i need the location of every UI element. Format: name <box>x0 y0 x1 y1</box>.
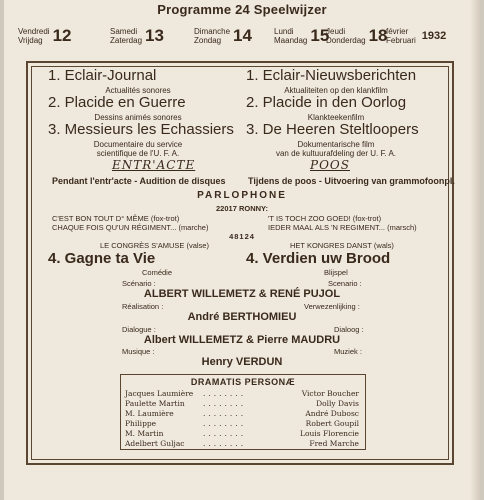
day-fr: Lundi <box>274 27 294 36</box>
track-fr-2: CHAQUE FOIS QU'UN RÉGIMENT... (marche) <box>52 223 209 232</box>
item-3-fr: 3. Messieurs les Echassiers <box>48 121 234 138</box>
item-3-nl-sub-line1: Dokumentarische film <box>297 140 375 149</box>
dialogue-label-fr: Dialogue : <box>122 325 156 334</box>
feature-title-nl: 4. Verdien uw Brood <box>246 250 391 267</box>
day-number: 15 <box>310 26 330 45</box>
poos-heading: POOS <box>310 158 350 172</box>
cast-role: Paulette Martin <box>125 399 185 408</box>
cast-role: Philippe <box>125 419 157 428</box>
item-2-fr: 2. Placide en Guerre <box>48 94 186 111</box>
day-fr: Samedi <box>110 27 138 36</box>
track-nl-3: HET KONGRES DANST (wals) <box>290 241 394 250</box>
month-nl: Februari <box>386 36 416 45</box>
year: 1932 <box>421 30 447 42</box>
scenario-label-nl: Scenario : <box>328 279 362 288</box>
entracte-text: Pendant l'entr'acte - Audition de disques <box>52 176 226 186</box>
track-fr-1: C'EST BON TOUT D° MÊME (fox-trot) <box>52 214 180 223</box>
music-label-nl: Muziek : <box>334 347 362 356</box>
day-fr: Jeudi <box>326 27 346 36</box>
item-2-fr-sub: Dessins animés sonores <box>94 113 182 122</box>
day-fr: Vendredi <box>18 27 50 36</box>
cast-actor: Robert Goupil <box>305 419 359 428</box>
item-2-nl-sub: Klankteekenfilm <box>307 113 365 122</box>
day-number: 14 <box>233 26 252 45</box>
item-1-nl: 1. Eclair-Nieuwsberichten <box>246 67 417 84</box>
scenario-names: ALBERT WILLEMETZ & RENÉ PUJOL <box>143 288 341 300</box>
item-3-nl: 3. De Heeren Steltloopers <box>246 121 419 138</box>
item-1-fr-sub: Actualités sonores <box>105 86 171 95</box>
track-nl-1: 'T IS TOCH ZOO GOED! (fox-trot) <box>268 214 382 223</box>
genre-nl: Blijspel <box>324 268 348 277</box>
day-nl: Zondag <box>194 36 222 45</box>
day-number: 13 <box>145 26 164 45</box>
cast-role: M. Laumière <box>125 409 174 418</box>
genre-fr: Comédie <box>142 268 173 277</box>
item-1-fr: 1. Eclair-Journal <box>48 67 157 84</box>
item-3-fr-sub-line2: scientifique de l'U. F. A. <box>96 149 180 158</box>
cast-role: Adelbert Guljac <box>125 439 185 448</box>
item-3-fr-sub-line1: Documentaire du service <box>93 140 183 149</box>
feature-title-fr: 4. Gagne ta Vie <box>48 250 156 267</box>
item-3-nl-sub <box>246 140 426 158</box>
direction-label-fr: Réalisation : <box>122 302 164 311</box>
disc-1: 22017 RONNY: <box>216 204 268 213</box>
date-group-18 <box>326 19 388 53</box>
record-label: PARLOPHONE <box>197 190 287 201</box>
cast-actor: Louis Florencie <box>300 429 359 438</box>
month-fr: février <box>386 27 409 36</box>
cast-actor: Fred Marche <box>309 439 359 448</box>
director-name: André BERTHOMIEU <box>187 311 297 323</box>
cast-actor: André Dubosc <box>305 409 359 418</box>
dialogue-names: Albert WILLEMETZ & Pierre MAUDRU <box>143 334 341 346</box>
cast-title: DRAMATIS PERSONÆ <box>190 377 296 387</box>
item-2-nl: 2. Placide in den Oorlog <box>246 94 407 111</box>
date-line <box>18 19 470 53</box>
direction-label-nl: Verwezenlijking : <box>304 302 360 311</box>
day-number: 18 <box>368 26 388 45</box>
day-number: 12 <box>52 26 72 45</box>
day-nl: Zaterdag <box>110 36 143 45</box>
scenario-label-fr: Scénario : <box>122 279 156 288</box>
poos-text: Tijdens de poos - Uitvoering van grammofoonpl. <box>248 176 455 186</box>
cast-actor: Victor Boucher <box>301 389 359 398</box>
cast-role: M. Martin <box>125 429 164 438</box>
day-fr: Dimanche <box>194 27 231 36</box>
cast-role: Jacques Laumière <box>125 389 194 398</box>
dialogue-label-nl: Dialoog : <box>334 325 364 334</box>
day-nl: Maandag <box>274 36 308 45</box>
composer-name: Henry VERDUN <box>201 356 283 368</box>
programme-page <box>4 0 480 500</box>
date-group-13 <box>110 19 164 53</box>
date-group-14 <box>194 19 252 53</box>
item-3-nl-sub-line2: van de kultuurafdeling der U. F. A. <box>275 149 397 158</box>
track-nl-2: IEDER MAAL ALS 'N REGIMENT... (marsch) <box>268 223 417 232</box>
cast-box: DRAMATIS PERSONÆ Jacques Laumière ........ Victor Boucher Paulette Martin ........ Dolly Davis M. Laumière ........ André Dubosc Philippe ........ Robert Goupil M. Martin ........ Louis Florencie Adelbert Guljac ........ Fred Marche <box>120 374 366 450</box>
cast-actor: Dolly Davis <box>316 399 359 408</box>
entracte-heading: ENTR'ACTE <box>112 158 196 172</box>
item-3-fr-sub <box>48 140 228 158</box>
date-group-15 <box>274 19 329 53</box>
day-nl: Vrijdag <box>18 36 43 45</box>
day-nl: Donderdag <box>326 36 366 45</box>
month-year <box>386 19 446 53</box>
programme-title: Programme 24 Speelwijzer <box>157 2 327 17</box>
disc-2: 48124 <box>229 232 255 241</box>
music-label-fr: Musique : <box>122 347 155 356</box>
item-1-nl-sub: Aktualiteiten op den klankfilm <box>284 86 388 95</box>
date-group-12 <box>18 19 72 53</box>
track-fr-3: LE CONGRÈS S'AMUSE (valse) <box>100 241 209 250</box>
